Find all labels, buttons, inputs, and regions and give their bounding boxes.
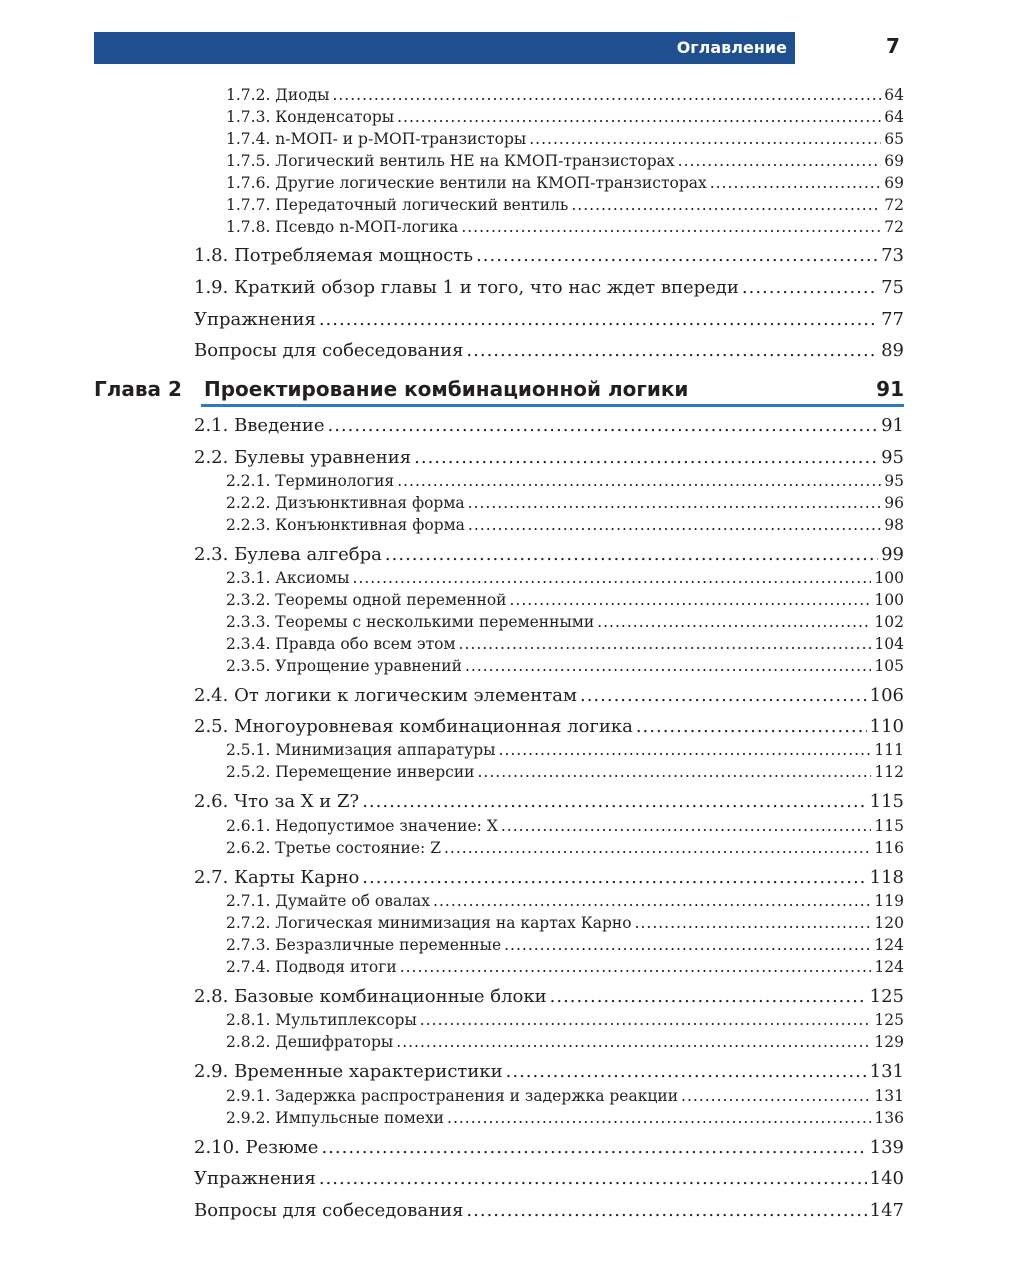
toc-entry[interactable]: [194, 716, 904, 737]
toc-dot-leader: [476, 245, 878, 266]
toc-entry-title: 2.7.3. Безразличные переменные: [226, 936, 502, 954]
toc-entry-page: 100: [874, 591, 904, 609]
toc-entry[interactable]: [194, 415, 904, 436]
toc-dot-leader: [504, 936, 871, 954]
toc-entry[interactable]: [194, 685, 904, 706]
toc-entry-page: 89: [881, 340, 904, 361]
toc-entry-title: Вопросы для собеседования: [194, 1200, 464, 1221]
toc-entry-page: 72: [884, 196, 904, 214]
toc-entry-page: 72: [884, 218, 904, 236]
toc-dot-leader: [466, 1200, 866, 1221]
toc-dot-leader: [397, 472, 881, 490]
toc-dot-leader: [321, 1137, 866, 1158]
toc-entry[interactable]: [194, 986, 904, 1007]
toc-entry[interactable]: [226, 1033, 904, 1051]
chapter-page: 91: [876, 377, 904, 401]
toc-dot-leader: [459, 635, 872, 653]
toc-dot-leader: [327, 415, 878, 436]
toc-entry-page: 99: [881, 544, 904, 565]
toc-entry-title: Упражнения: [194, 1168, 316, 1189]
toc-entry-page: 139: [869, 1137, 904, 1158]
toc-dot-leader: [414, 447, 878, 468]
toc-entry-title: 2.6.1. Недопустимое значение: X: [226, 817, 498, 835]
toc-dot-leader: [710, 174, 882, 192]
toc-entry-title: 1.8. Потребляемая мощность: [194, 245, 474, 266]
toc-entry-title: 2.7.2. Логическая минимизация на картах Карно: [226, 914, 632, 932]
toc-dot-leader: [362, 791, 866, 812]
toc-dot-leader: [678, 152, 882, 170]
toc-entry-title: 1.7.3. Конденсаторы: [226, 108, 395, 126]
toc-dot-leader: [447, 1109, 871, 1127]
toc-entry[interactable]: [226, 936, 904, 954]
toc-entry-page: 105: [874, 657, 904, 675]
toc-entry-title: 1.7.7. Передаточный логический вентиль: [226, 196, 569, 214]
toc-entry-title: 2.3. Булева алгебра: [194, 544, 382, 565]
toc-dot-leader: [420, 1011, 872, 1029]
toc-entry-page: 65: [884, 130, 904, 148]
toc-entry[interactable]: [226, 1109, 904, 1127]
toc-entry-page: 95: [881, 447, 904, 468]
toc-dot-leader: [433, 892, 871, 910]
toc-entry[interactable]: [226, 892, 904, 910]
toc-entry-title: 2.5. Многоуровневая комбинационная логика: [194, 716, 633, 737]
toc-entry[interactable]: [194, 1200, 904, 1221]
toc-entry-title: 1.7.4. n-МОП- и p-МОП-транзисторы: [226, 130, 527, 148]
toc-dot-leader: [385, 544, 878, 565]
toc-entry-title: 2.1. Введение: [194, 415, 325, 436]
toc-entry-title: 2.10. Резюме: [194, 1137, 319, 1158]
toc-entry-title: Вопросы для собеседования: [194, 340, 464, 361]
toc-entry[interactable]: [226, 569, 904, 587]
toc-entry-page: 64: [884, 86, 904, 104]
toc-entry-page: 125: [869, 986, 904, 1007]
toc-entry-page: 118: [869, 867, 904, 888]
toc-entry[interactable]: [226, 174, 904, 192]
toc-dot-leader: [681, 1087, 871, 1105]
toc-dot-leader: [444, 839, 871, 857]
toc-entry[interactable]: [226, 516, 904, 534]
toc-entry[interactable]: [194, 1061, 904, 1082]
toc-dot-leader: [636, 716, 867, 737]
toc-entry-page: 124: [874, 958, 904, 976]
toc-entry-title: 2.3.5. Упрощение уравнений: [226, 657, 462, 675]
toc-entry-page: 115: [869, 791, 904, 812]
toc-entry-title: 2.6. Что за X и Z?: [194, 791, 360, 812]
toc-entry-page: 104: [874, 635, 904, 653]
toc-entry-title: 1.7.5. Логический вентиль НЕ на КМОП-транзисторах: [226, 152, 675, 170]
toc-dot-leader: [501, 817, 872, 835]
toc-entry-page: 112: [874, 763, 904, 781]
toc-entry-title: 2.7.4. Подводя итоги: [226, 958, 397, 976]
toc-entry[interactable]: [226, 108, 904, 126]
toc-entry[interactable]: [194, 277, 904, 298]
toc-entry-page: 69: [884, 174, 904, 192]
toc-dot-leader: [362, 867, 866, 888]
toc-entry-title: 1.9. Краткий обзор главы 1 и того, что нас ждет впереди: [194, 277, 739, 298]
toc-entry-page: 106: [869, 685, 904, 706]
toc-entry-page: 73: [881, 245, 904, 266]
toc-entry-page: 110: [869, 716, 904, 737]
toc-dot-leader: [506, 1061, 867, 1082]
toc-entry[interactable]: [226, 472, 904, 490]
toc-entry-title: 1.7.6. Другие логические вентили на КМОП-транзисторах: [226, 174, 707, 192]
toc-entry-title: 2.5.1. Минимизация аппаратуры: [226, 741, 496, 759]
toc-dot-leader: [461, 218, 881, 236]
toc-dot-leader: [635, 914, 872, 932]
toc-dot-leader: [465, 657, 871, 675]
toc-entry[interactable]: [226, 591, 904, 609]
chapter-title: Проектирование комбинационной логики: [204, 377, 689, 401]
toc-entry-page: 98: [884, 516, 904, 534]
toc-entry-page: 100: [874, 569, 904, 587]
toc-entry[interactable]: [194, 544, 904, 565]
toc-entry-title: 2.3.2. Теоремы одной переменной: [226, 591, 507, 609]
toc-entry-page: 91: [881, 415, 904, 436]
toc-entry[interactable]: [226, 839, 904, 857]
toc-entry-title: 2.7. Карты Карно: [194, 867, 360, 888]
toc-dot-leader: [742, 277, 878, 298]
toc-entry-page: 77: [881, 309, 904, 330]
toc-dot-leader: [477, 763, 871, 781]
toc-dot-leader: [597, 613, 871, 631]
toc-entry[interactable]: [194, 245, 904, 266]
toc-entry[interactable]: [226, 494, 904, 512]
toc-entry-title: 2.3.1. Аксиомы: [226, 569, 350, 587]
toc-entry-page: 129: [874, 1033, 904, 1051]
chapter-label: Глава 2: [94, 377, 182, 401]
toc-entry[interactable]: [226, 1087, 904, 1105]
toc-entry-title: 2.4. От логики к логическим элементам: [194, 685, 577, 706]
toc-entry-page: 119: [874, 892, 904, 910]
toc-dot-leader: [397, 108, 881, 126]
toc-dot-leader: [499, 741, 872, 759]
toc-entry-title: Упражнения: [194, 309, 316, 330]
toc-entry-title: 2.3.4. Правда обо всем этом: [226, 635, 456, 653]
toc-entry-title: 2.2.1. Терминология: [226, 472, 395, 490]
toc-entry[interactable]: [194, 447, 904, 468]
toc-dot-leader: [571, 196, 881, 214]
toc-dot-leader: [400, 958, 872, 976]
toc-entry[interactable]: [226, 218, 904, 236]
toc-dot-leader: [396, 1033, 871, 1051]
page-number: 7: [886, 34, 900, 58]
toc-entry[interactable]: [194, 309, 904, 330]
toc-dot-leader: [550, 986, 867, 1007]
toc-entry[interactable]: [226, 196, 904, 214]
toc-entry-page: 75: [881, 277, 904, 298]
toc-dot-leader: [319, 309, 878, 330]
toc-entry[interactable]: [194, 791, 904, 812]
toc-entry[interactable]: [226, 741, 904, 759]
toc-dot-leader: [352, 569, 871, 587]
toc-entry[interactable]: [226, 914, 904, 932]
toc-entry-title: 2.8. Базовые комбинационные блоки: [194, 986, 547, 1007]
toc-dot-leader: [468, 494, 882, 512]
toc-entry[interactable]: [226, 613, 904, 631]
toc-entry-page: 140: [869, 1168, 904, 1189]
toc-entry-page: 115: [874, 817, 904, 835]
toc-entry[interactable]: [194, 1168, 904, 1189]
toc-dot-leader: [466, 340, 878, 361]
toc-entry-title: 1.7.8. Псевдо n-МОП-логика: [226, 218, 459, 236]
toc-entry[interactable]: [226, 152, 904, 170]
toc-entry-page: 131: [874, 1087, 904, 1105]
toc-entry[interactable]: [226, 817, 904, 835]
toc-entry-page: 64: [884, 108, 904, 126]
toc-entry[interactable]: [226, 657, 904, 675]
toc-entry-title: 2.5.2. Перемещение инверсии: [226, 763, 475, 781]
toc-entry[interactable]: [194, 867, 904, 888]
toc-entry-page: 96: [884, 494, 904, 512]
toc-entry[interactable]: [226, 763, 904, 781]
toc-entry-title: 1.7.2. Диоды: [226, 86, 330, 104]
toc-entry-page: 136: [874, 1109, 904, 1127]
toc-entry[interactable]: [226, 86, 904, 104]
toc-entry-title: 2.9. Временные характеристики: [194, 1061, 503, 1082]
toc-entry[interactable]: [194, 1137, 904, 1158]
running-header-title: Оглавление: [676, 38, 787, 57]
toc-entry-title: 2.8.1. Мультиплексоры: [226, 1011, 417, 1029]
toc-entry-title: 2.9.2. Импульсные помехи: [226, 1109, 445, 1127]
toc-entry-page: 111: [874, 741, 904, 759]
toc-entry[interactable]: [226, 635, 904, 653]
toc-entry-title: 2.6.2. Третье состояние: Z: [226, 839, 441, 857]
toc-dot-leader: [510, 591, 872, 609]
toc-dot-leader: [468, 516, 881, 534]
toc-entry-page: 131: [869, 1061, 904, 1082]
toc-entry-page: 120: [874, 914, 904, 932]
toc-entry-page: 95: [884, 472, 904, 490]
toc-entry-page: 102: [874, 613, 904, 631]
toc-entry-page: 125: [874, 1011, 904, 1029]
toc-entry-page: 69: [884, 152, 904, 170]
toc-entry-title: 2.7.1. Думайте об овалах: [226, 892, 431, 910]
toc-entry[interactable]: [226, 130, 904, 148]
toc-entry[interactable]: [194, 340, 904, 361]
toc-entry[interactable]: [226, 958, 904, 976]
toc-entry-title: 2.3.3. Теоремы с несколькими переменными: [226, 613, 595, 631]
toc-entry-page: 124: [874, 936, 904, 954]
toc-dot-leader: [580, 685, 867, 706]
toc-dot-leader: [529, 130, 881, 148]
toc-entry-title: 2.2.2. Дизъюнктивная форма: [226, 494, 465, 512]
toc-entry-page: 147: [869, 1200, 904, 1221]
toc-entry[interactable]: [226, 1011, 904, 1029]
toc-entry-title: 2.9.1. Задержка распространения и задержка реакции: [226, 1087, 679, 1105]
toc-entry-page: 116: [874, 839, 904, 857]
chapter-rule: [201, 404, 904, 407]
toc-dot-leader: [319, 1168, 867, 1189]
toc-entry-title: 2.2. Булевы уравнения: [194, 447, 412, 468]
toc-entry-title: 2.2.3. Конъюнктивная форма: [226, 516, 465, 534]
chapter-heading[interactable]: [94, 377, 904, 406]
toc-dot-leader: [332, 86, 881, 104]
toc-entry-title: 2.8.2. Дешифраторы: [226, 1033, 394, 1051]
